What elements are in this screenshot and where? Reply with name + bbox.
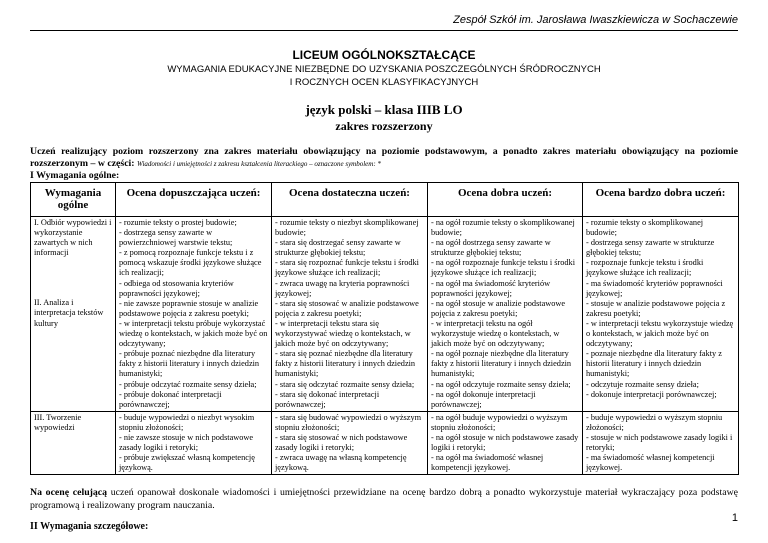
table-row xyxy=(31,411,739,475)
excellent-grade-lead: Na ocenę celującą xyxy=(30,487,108,498)
category-cell xyxy=(31,217,116,412)
grade-cell xyxy=(272,411,428,475)
grade-cell xyxy=(583,411,739,475)
section-general-heading: I Wymagania ogólne: xyxy=(30,170,120,181)
excellent-grade-text: uczeń opanował doskonale wiadomości i umiejętności przewidziane na ocenę bardzo dobrą a ponadto wykorzystuje materiał wykraczający poza podstawę programową i realizowany program nauczania. xyxy=(30,487,738,511)
school-header: Zespół Szkół im. Jarosława Iwaszkiewicza w Sochaczewie xyxy=(453,14,738,26)
section-detailed-heading: II Wymagania szczegółowe: xyxy=(30,521,149,532)
school-type-title: LICEUM OGÓLNOKSZTAŁCĄCE xyxy=(292,48,476,62)
grade-cell xyxy=(428,411,583,475)
cell-text: - buduje wypowiedzi o wyższym stopniu złożoności; - stosuje w nich podstawowe zasady logiki i retoryki; - ma świadomość własnej kompetencji językowej. xyxy=(586,412,733,473)
cell-text: - na ogół rozumie teksty o skomplikowanej budowie; - na ogół dostrzega sensy zawarte w strukturze głębokiej tekstu; - na ogół rozpoznaje funkcje tekstu i środki językowe służące ich realizacji; - na ogół ma świadomość kryteriów poprawności językowej; - na ogół stosuje w analizie podstawowe pojęcia z zakresu poetyki; - w interpretacji tekstu na ogół wykorzystuje wiedzę o kontekstach, w jakich może być on odczytywany; - na ogół poznaje niezbędne dla literatury fakty z historii literatury i innych dziedzin humanistyki; - na ogół odczytuje rozmaite sensy dzieła; - na ogół dokonuje interpretacji porównawczej; xyxy=(431,218,576,409)
table-header-row xyxy=(31,183,739,217)
cell-text: - buduje wypowiedzi o niezbyt wysokim stopniu złożoności; - nie zawsze stosuje w nich podstawowe zasady logiki i retoryki; - próbuje zwiększać własną kompetencję językową. xyxy=(119,412,255,473)
category-reception: I. Odbiór wypowiedzi i wykorzystanie zawartych w nich informacji xyxy=(34,218,112,258)
header-general-requirements: Wymagania ogólne xyxy=(31,183,116,217)
intro-note: Wiadomości i umiejętności z zakresu kształcenia literackiego – oznaczone symbolem: * xyxy=(137,160,381,168)
grade-cell xyxy=(116,217,272,412)
excellent-grade-note xyxy=(30,486,738,512)
title-block xyxy=(30,48,738,134)
category-creation: III. Tworzenie wypowiedzi xyxy=(34,412,82,432)
requirements-title-line1: WYMAGANIA EDUKACYJNE NIEZBĘDNE DO UZYSKANIA POSZCZEGÓLNYCH ŚRÓDROCZNYCH xyxy=(167,64,601,75)
cell-text: - na ogół buduje wypowiedzi o wyższym stopniu złożoności; - na ogół stosuje w nich podstawowe zasady logiki i retoryki; - na ogół ma świadomość własnej kompetencji językowej. xyxy=(431,412,579,473)
grade-cell xyxy=(583,217,739,412)
cell-text: - rozumie teksty o skomplikowanej budowie; - dostrzega sensy zawarte w strukturze głębokiej tekstu; - rozpoznaje funkcje tekstu i środki językowe służące ich realizacji; - ma świadomość kryteriów poprawności językowej; - stosuje w analizie podstawowe pojęcia z zakresu poetyki; - w interpretacji tekstu wykorzystuje wiedzę o kontekstach, w jakich może być on odczytywany; - poznaje niezbędne dla literatury fakty z historii literatury i innych dziedzin humanistyki; - odczytuje rozmaite sensy dzieła; - dokonuje interpretacji porównawczej; xyxy=(586,218,734,399)
grade-cell xyxy=(428,217,583,412)
cell-text: - rozumie teksty o niezbyt skomplikowanej budowie; - stara się dostrzegać sensy zawarte w strukturze głębokiej tekstu; - stara się rozpoznać funkcje tekstu i środki językowe służące ich realizacji; - zwraca uwagę na kryteria poprawności językowej; - stara się stosować w analizie podstawowe pojęcia z zakresu poetyki; - w interpretacji tekstu stara się wykorzystywać wiedzę o kontekstach, w jakich może być on odczytywany; - stara się poznać niezbędne dla literatury fakty z historii literatury i innych dziedzin humanistyki; - stara się odczytać rozmaite sensy dzieła; - stara się dokonać interpretacji porównawczej; xyxy=(275,218,419,409)
cell-text: - stara się budować wypowiedzi o wyższym stopniu złożoności; - stara się stosować w nich podstawowe zasady logiki i retoryki; - zwraca uwagę na własną kompetencję językową. xyxy=(275,412,422,473)
requirements-title-line2: I ROCZNYCH OCEN KLASYFIKACYJNYCH xyxy=(289,77,479,88)
header-grade-sufficient: Ocena dopuszczająca uczeń: xyxy=(116,183,272,217)
header-grade-very-good: Ocena bardzo dobra uczeń: xyxy=(583,183,739,217)
requirements-table xyxy=(30,182,739,475)
grade-cell xyxy=(116,411,272,475)
grade-cell xyxy=(272,217,428,412)
header-grade-satisfactory: Ocena dostateczna uczeń: xyxy=(272,183,428,217)
intro-paragraph xyxy=(30,146,738,182)
category-analysis: II. Analiza i interpretacja tekstów kultury xyxy=(34,298,104,328)
subject-title: język polski – klasa IIIB LO xyxy=(305,102,463,117)
table-row xyxy=(31,217,739,412)
category-cell xyxy=(31,411,116,475)
intro-text: Uczeń realizujący poziom rozszerzony zna zakres materiału obowiązujący na poziomie podstawowym, a ponadto zakres materiału obowiązujący na poziomie rozszerzonym – w części: xyxy=(30,146,738,169)
cell-text: - rozumie teksty o prostej budowie; - dostrzega sensy zawarte w powierzchniowej warstwie tekstu; - z pomocą rozpoznaje funkcje tekstu i z pomocą wskazuje środki językowe służące ich realizacji; - odbiega od stosowania kryteriów poprawności językowej; - nie zawsze poprawnie stosuje w analizie podstawowe pojęcia z zakresu poetyki; - w interpretacji tekstu próbuje wykorzystać wiedzę o kontekstach, w jakich może być on odczytywany; - próbuje poznać niezbędne dla literatury fakty z historii literatury i innych dziedzin humanistyki; - próbuje odczytać rozmaite sensy dzieła; - próbuje dokonać interpretacji porównawczej; xyxy=(119,218,268,409)
header-divider xyxy=(30,30,738,31)
header-grade-good: Ocena dobra uczeń: xyxy=(428,183,583,217)
page-number: 1 xyxy=(731,512,738,524)
scope-title: zakres rozszerzony xyxy=(335,119,433,133)
